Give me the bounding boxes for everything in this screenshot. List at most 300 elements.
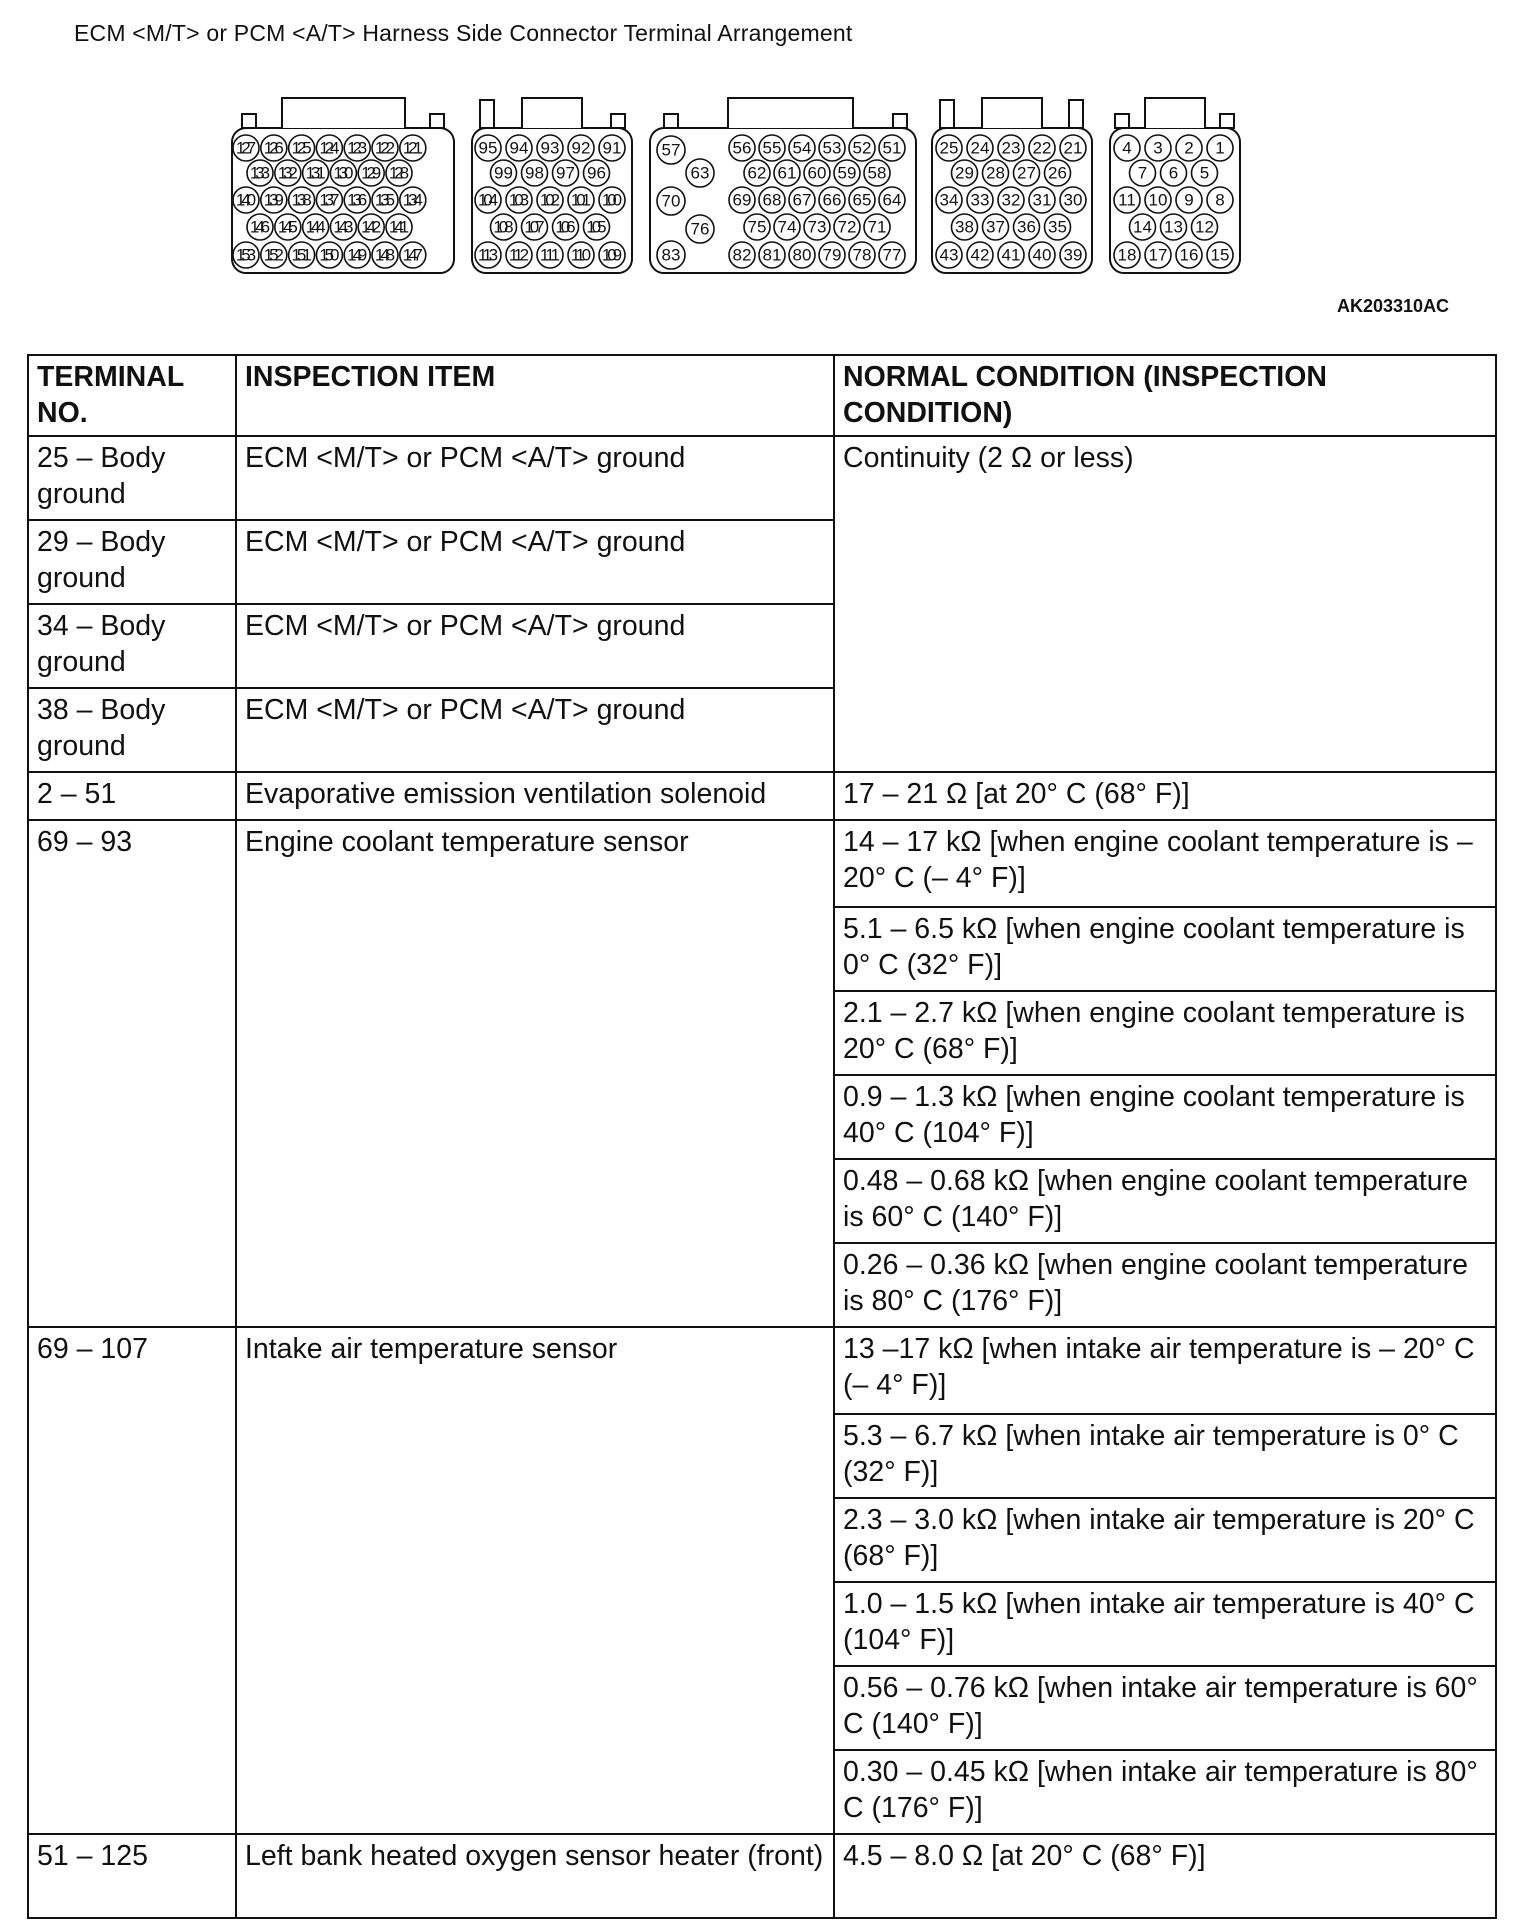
terminal-pin: [372, 242, 398, 268]
terminal-cell: 38 – Body ground: [28, 688, 236, 772]
terminal-pin-label: 149: [347, 245, 368, 265]
terminal-pin: [522, 160, 548, 186]
terminal-pin-label: 18: [1117, 245, 1137, 265]
terminal-pin-label: 153: [235, 245, 257, 265]
terminal-pin: [261, 187, 287, 213]
terminal-pin-label: 142: [361, 217, 382, 237]
terminal-pin-label: 73: [807, 217, 827, 237]
terminal-pin-label: 113: [477, 245, 499, 265]
terminal-pin-label: 26: [1048, 163, 1067, 183]
terminal-pin: [804, 214, 830, 240]
terminal-pin: [729, 135, 755, 161]
terminal-pin-label: 28: [986, 163, 1005, 183]
terminal-pin: [686, 215, 714, 243]
terminal-pin-label: 77: [882, 245, 902, 265]
terminal-pin-label: 25: [939, 138, 959, 158]
terminal-pin: [372, 187, 398, 213]
terminal-cell: 69 – 107: [28, 1327, 236, 1834]
terminal-pin-label: 75: [747, 217, 767, 237]
terminal-pin: [289, 135, 315, 161]
terminal-pin-label: 61: [777, 163, 797, 183]
terminal-pin-label: 70: [661, 191, 681, 211]
terminal-pin: [849, 135, 875, 161]
terminal-pin-label: 66: [822, 190, 842, 210]
terminal-pin: [553, 214, 579, 240]
figure-caption: ECM <M/T> or PCM <A/T> Harness Side Connector Terminal Arrangement: [74, 20, 853, 46]
terminal-pin: [584, 160, 610, 186]
condition-cell: 2.3 – 3.0 kΩ [when intake air temperature is 20° C (68° F)]: [834, 1498, 1496, 1582]
terminal-pin: [1130, 160, 1156, 186]
terminal-pin: [275, 160, 301, 186]
terminal-pin: [1029, 187, 1055, 213]
terminal-pin-label: 151: [291, 245, 312, 265]
condition-cell: 0.9 – 1.3 kΩ [when engine coolant temperature is 40° C (104° F)]: [834, 1075, 1496, 1159]
terminal-pin-label: 3: [1153, 138, 1163, 158]
terminal-pin: [330, 160, 356, 186]
terminal-pin: [819, 135, 845, 161]
terminal-pin-label: 33: [970, 190, 990, 210]
terminal-pin: [998, 187, 1024, 213]
terminal-pin: [729, 242, 755, 268]
terminal-pin-label: 135: [374, 190, 396, 210]
terminal-pin-label: 129: [361, 163, 382, 183]
terminal-pin: [1161, 160, 1187, 186]
terminal-pin: [1145, 135, 1171, 161]
terminal-pin: [952, 160, 978, 186]
terminal-pin-label: 32: [1001, 190, 1021, 210]
terminal-pin-label: 55: [762, 138, 782, 158]
terminal-pin: [1029, 135, 1055, 161]
terminal-pin: [1192, 214, 1218, 240]
condition-cell: 1.0 – 1.5 kΩ [when intake air temperature is 40° C (104° F)]: [834, 1582, 1496, 1666]
terminal-cell: 51 – 125: [28, 1834, 236, 1918]
terminal-pin-label: 56: [732, 138, 752, 158]
terminal-pin-label: 94: [509, 138, 529, 158]
terminal-pin-label: 133: [249, 163, 271, 183]
terminal-pin-label: 137: [319, 190, 340, 210]
terminal-pin-label: 123: [347, 138, 368, 158]
terminal-pin: [289, 187, 315, 213]
terminal-pin: [967, 187, 993, 213]
table-row: [28, 436, 1496, 520]
terminal-pin-label: 63: [690, 163, 710, 183]
terminal-pin: [537, 242, 563, 268]
terminal-pin-label: 107: [524, 217, 545, 237]
terminal-pin: [967, 135, 993, 161]
terminal-pin-label: 132: [277, 163, 298, 183]
terminal-pin: [804, 160, 830, 186]
terminal-pin: [1207, 187, 1233, 213]
terminal-pin: [247, 214, 273, 240]
terminal-pin-label: 79: [822, 245, 842, 265]
terminal-pin: [261, 135, 287, 161]
terminal-pin: [537, 187, 563, 213]
terminal-pin: [834, 160, 860, 186]
terminal-pin-label: 78: [852, 245, 872, 265]
terminal-pin-label: 64: [882, 190, 902, 210]
terminal-pin-label: 51: [882, 138, 902, 158]
terminal-pin-label: 10: [1148, 190, 1168, 210]
terminal-pin-label: 145: [277, 217, 298, 237]
terminal-pin: [1176, 187, 1202, 213]
terminal-pin-label: 40: [1032, 245, 1052, 265]
terminal-pin: [599, 135, 625, 161]
terminal-pin-label: 152: [263, 245, 284, 265]
table-row: [28, 1327, 1496, 1414]
terminal-pin-label: 22: [1032, 138, 1052, 158]
terminal-pin: [983, 214, 1009, 240]
terminal-pin: [522, 214, 548, 240]
terminal-pin-label: 101: [570, 190, 592, 210]
terminal-pin: [289, 242, 315, 268]
terminal-pin-label: 104: [477, 190, 499, 210]
table-row: [28, 772, 1496, 820]
terminal-pin: [936, 135, 962, 161]
terminal-pin: [1060, 187, 1086, 213]
terminal-pin-label: 5: [1199, 163, 1210, 183]
condition-cell: 0.26 – 0.36 kΩ [when engine coolant temperature is 80° C (176° F)]: [834, 1243, 1496, 1327]
terminal-pin-label: 102: [539, 190, 561, 210]
terminal-pin-label: 62: [747, 163, 767, 183]
terminal-pin: [316, 242, 342, 268]
terminal-pin: [330, 214, 356, 240]
terminal-pin-label: 9: [1184, 190, 1194, 210]
terminal-pin-label: 109: [601, 245, 623, 265]
terminal-cell: 69 – 93: [28, 820, 236, 1327]
terminal-pin-label: 69: [732, 190, 752, 210]
inspection-item-cell: ECM <M/T> or PCM <A/T> ground: [236, 436, 834, 520]
terminal-pin: [819, 187, 845, 213]
terminal-pin: [475, 187, 501, 213]
terminal-pin: [475, 242, 501, 268]
terminal-pin: [879, 187, 905, 213]
terminal-pin-label: 105: [586, 217, 607, 237]
terminal-pin: [774, 214, 800, 240]
inspection-item-cell: Intake air temperature sensor: [236, 1327, 834, 1834]
terminal-pin: [657, 241, 685, 269]
terminal-pin-label: 92: [571, 138, 591, 158]
terminal-pin-label: 146: [249, 217, 271, 237]
table-header-row: [28, 355, 1496, 436]
terminal-pin-label: 53: [822, 138, 842, 158]
header-terminal: TERMINAL NO.: [28, 355, 236, 436]
terminal-pin-label: 65: [852, 190, 872, 210]
terminal-pin: [759, 242, 785, 268]
terminal-pin-label: 82: [732, 245, 752, 265]
terminal-pin: [568, 187, 594, 213]
terminal-pin: [1130, 214, 1156, 240]
terminal-pin: [599, 187, 625, 213]
terminal-pin-label: 59: [837, 163, 857, 183]
terminal-pin-label: 17: [1148, 245, 1168, 265]
terminal-pin: [1161, 214, 1187, 240]
terminal-pin-label: 60: [807, 163, 827, 183]
terminal-pin-label: 23: [1001, 138, 1021, 158]
terminal-pin: [879, 135, 905, 161]
terminal-pin-label: 34: [939, 190, 959, 210]
terminal-pin: [400, 242, 426, 268]
terminal-pin: [599, 242, 625, 268]
terminal-pin: [849, 242, 875, 268]
terminal-pin-label: 126: [263, 138, 284, 158]
terminal-pin-label: 11: [1118, 190, 1136, 210]
terminal-pin: [1060, 135, 1086, 161]
terminal-pin: [1145, 187, 1171, 213]
terminal-pin: [789, 187, 815, 213]
inspection-table: [27, 354, 1497, 1919]
terminal-pin-label: 43: [939, 245, 959, 265]
terminal-pin: [506, 135, 532, 161]
terminal-pin: [372, 135, 398, 161]
terminal-pin: [686, 159, 714, 187]
terminal-pin: [358, 214, 384, 240]
header-inspection-item: INSPECTION ITEM: [236, 355, 834, 436]
inspection-item-cell: Evaporative emission ventilation solenoid: [236, 772, 834, 820]
terminal-pin-label: 141: [388, 217, 410, 237]
terminal-pin-label: 138: [291, 190, 312, 210]
terminal-pin: [789, 135, 815, 161]
terminal-cell: 2 – 51: [28, 772, 236, 820]
condition-cell: Continuity (2 Ω or less): [834, 436, 1496, 772]
terminal-pin-label: 99: [494, 163, 513, 183]
terminal-pin: [983, 160, 1009, 186]
terminal-pin: [344, 135, 370, 161]
terminal-pin-label: 14: [1133, 217, 1152, 237]
terminal-pin-label: 148: [374, 245, 396, 265]
terminal-pin: [1114, 187, 1140, 213]
terminal-pin-label: 76: [690, 219, 710, 239]
terminal-pin-label: 106: [555, 217, 576, 237]
terminal-pin: [358, 160, 384, 186]
terminal-pin: [1192, 160, 1218, 186]
figure-id: AK203310AC: [1337, 296, 1450, 316]
terminal-pin: [864, 214, 890, 240]
terminal-pin: [584, 214, 610, 240]
terminal-pin-label: 98: [525, 163, 544, 183]
terminal-pin-label: 121: [402, 138, 423, 158]
terminal-pin-label: 96: [587, 163, 606, 183]
terminal-pin: [316, 187, 342, 213]
terminal-pin: [998, 135, 1024, 161]
terminal-pin: [1145, 242, 1171, 268]
terminal-pin-label: 110: [570, 245, 592, 265]
header-normal-condition: NORMAL CONDITION (INSPECTION CONDITION): [834, 355, 1496, 436]
terminal-pin-label: 16: [1179, 245, 1199, 265]
terminal-pin: [1045, 214, 1071, 240]
terminal-pin: [936, 187, 962, 213]
inspection-item-cell: Left bank heated oxygen sensor heater (front): [236, 1834, 834, 1918]
terminal-pin-label: 24: [970, 138, 990, 158]
terminal-pin-label: 97: [556, 163, 575, 183]
terminal-pin: [1029, 242, 1055, 268]
terminal-pin-label: 30: [1063, 190, 1083, 210]
terminal-pin: [233, 242, 259, 268]
inspection-item-cell: ECM <M/T> or PCM <A/T> ground: [236, 688, 834, 772]
terminal-pin: [316, 135, 342, 161]
terminal-pin-label: 54: [792, 138, 812, 158]
condition-cell: 5.3 – 6.7 kΩ [when intake air temperature is 0° C (32° F)]: [834, 1414, 1496, 1498]
terminal-pin: [1014, 214, 1040, 240]
terminal-pin: [744, 160, 770, 186]
terminal-pin-label: 108: [493, 217, 514, 237]
terminal-pin: [568, 135, 594, 161]
terminal-pin: [400, 135, 426, 161]
terminal-pin: [1045, 160, 1071, 186]
terminal-pin: [657, 136, 685, 164]
terminal-pin-label: 13: [1164, 217, 1183, 237]
inspection-item-cell: ECM <M/T> or PCM <A/T> ground: [236, 604, 834, 688]
terminal-pin-label: 27: [1017, 163, 1036, 183]
terminal-pin-label: 139: [263, 190, 284, 210]
terminal-pin: [879, 242, 905, 268]
terminal-pin-label: 8: [1215, 190, 1225, 210]
terminal-pin: [1114, 242, 1140, 268]
terminal-pin-label: 71: [867, 217, 887, 237]
terminal-pin: [303, 160, 329, 186]
terminal-pin-label: 122: [374, 138, 396, 158]
table-row: [28, 820, 1496, 907]
connector-diagram: [0, 0, 1520, 300]
terminal-pin-label: 144: [305, 217, 326, 237]
condition-cell: 0.30 – 0.45 kΩ [when intake air temperature is 80° C (176° F)]: [834, 1750, 1496, 1834]
terminal-pin: [233, 135, 259, 161]
terminal-pin: [1176, 135, 1202, 161]
terminal-pin-label: 80: [792, 245, 812, 265]
terminal-pin-label: 4: [1122, 138, 1132, 158]
terminal-pin: [936, 242, 962, 268]
terminal-pin-label: 95: [478, 138, 498, 158]
terminal-pin-label: 38: [955, 217, 974, 237]
terminal-pin: [400, 187, 426, 213]
condition-cell: 4.5 – 8.0 Ω [at 20° C (68° F)]: [834, 1834, 1496, 1918]
terminal-pin: [506, 242, 532, 268]
terminal-pin: [774, 160, 800, 186]
terminal-pin-label: 1: [1215, 138, 1225, 158]
terminal-pin: [1060, 242, 1086, 268]
terminal-pin-label: 130: [333, 163, 354, 183]
terminal-pin: [537, 135, 563, 161]
connector-pins: [233, 135, 1233, 269]
terminal-pin: [475, 135, 501, 161]
terminal-pin-label: 39: [1063, 245, 1083, 265]
terminal-pin: [233, 187, 259, 213]
terminal-pin-label: 72: [837, 217, 857, 237]
terminal-pin-label: 42: [970, 245, 990, 265]
terminal-pin-label: 68: [762, 190, 782, 210]
terminal-pin-label: 112: [508, 245, 530, 265]
terminal-pin: [1207, 135, 1233, 161]
terminal-pin: [998, 242, 1024, 268]
terminal-pin-label: 81: [762, 245, 782, 265]
terminal-pin: [568, 242, 594, 268]
terminal-pin: [1114, 135, 1140, 161]
terminal-pin-label: 35: [1048, 217, 1067, 237]
terminal-pin: [344, 187, 370, 213]
terminal-pin: [1207, 242, 1233, 268]
condition-cell: 13 –17 kΩ [when intake air temperature is – 20° C (– 4° F)]: [834, 1327, 1496, 1414]
terminal-pin: [759, 135, 785, 161]
terminal-pin-label: 136: [347, 190, 368, 210]
terminal-pin-label: 127: [235, 138, 257, 158]
terminal-cell: 29 – Body ground: [28, 520, 236, 604]
terminal-pin: [275, 214, 301, 240]
inspection-item-cell: ECM <M/T> or PCM <A/T> ground: [236, 520, 834, 604]
terminal-pin-label: 6: [1168, 163, 1179, 183]
inspection-item-cell: Engine coolant temperature sensor: [236, 820, 834, 1327]
terminal-pin-label: 36: [1017, 217, 1036, 237]
terminal-pin-label: 93: [540, 138, 560, 158]
terminal-pin-label: 7: [1137, 163, 1148, 183]
terminal-pin: [729, 187, 755, 213]
terminal-pin-label: 83: [661, 245, 681, 265]
terminal-pin-label: 147: [402, 245, 423, 265]
terminal-pin-label: 125: [291, 138, 312, 158]
terminal-pin-label: 128: [388, 163, 410, 183]
terminal-pin-label: 111: [539, 245, 561, 265]
terminal-pin: [789, 242, 815, 268]
terminal-pin: [506, 187, 532, 213]
terminal-pin-label: 74: [777, 217, 797, 237]
terminal-pin-label: 91: [602, 138, 622, 158]
terminal-pin-label: 41: [1001, 245, 1021, 265]
terminal-pin-label: 37: [986, 217, 1005, 237]
terminal-pin-label: 140: [235, 190, 257, 210]
terminal-pin-label: 150: [319, 245, 340, 265]
terminal-pin-label: 31: [1032, 190, 1052, 210]
terminal-pin-label: 57: [661, 140, 681, 160]
terminal-pin: [1176, 242, 1202, 268]
condition-cell: 0.48 – 0.68 kΩ [when engine coolant temperature is 60° C (140° F)]: [834, 1159, 1496, 1243]
terminal-pin: [952, 214, 978, 240]
terminal-pin: [491, 160, 517, 186]
terminal-pin: [744, 214, 770, 240]
terminal-pin: [386, 160, 412, 186]
terminal-pin-label: 15: [1210, 245, 1230, 265]
terminal-cell: 25 – Body ground: [28, 436, 236, 520]
condition-cell: 17 – 21 Ω [at 20° C (68° F)]: [834, 772, 1496, 820]
terminal-pin-label: 143: [333, 217, 354, 237]
terminal-pin-label: 103: [508, 190, 530, 210]
terminal-pin: [344, 242, 370, 268]
terminal-pin-label: 131: [305, 163, 326, 183]
table-row: [28, 1834, 1496, 1918]
condition-cell: 0.56 – 0.76 kΩ [when intake air temperature is 60° C (140° F)]: [834, 1666, 1496, 1750]
terminal-pin: [303, 214, 329, 240]
terminal-cell: 34 – Body ground: [28, 604, 236, 688]
terminal-pin-label: 2: [1184, 138, 1194, 158]
condition-cell: 14 – 17 kΩ [when engine coolant temperature is – 20° C (– 4° F)]: [834, 820, 1496, 907]
terminal-pin: [864, 160, 890, 186]
terminal-pin: [834, 214, 860, 240]
terminal-pin: [819, 242, 845, 268]
terminal-pin: [849, 187, 875, 213]
terminal-pin-label: 21: [1063, 138, 1083, 158]
terminal-pin-label: 52: [852, 138, 872, 158]
terminal-pin: [386, 214, 412, 240]
condition-cell: 2.1 – 2.7 kΩ [when engine coolant temperature is 20° C (68° F)]: [834, 991, 1496, 1075]
terminal-pin: [657, 187, 685, 215]
terminal-pin-label: 124: [319, 138, 340, 158]
terminal-pin: [553, 160, 579, 186]
terminal-pin: [247, 160, 273, 186]
condition-cell: 5.1 – 6.5 kΩ [when engine coolant temperature is 0° C (32° F)]: [834, 907, 1496, 991]
terminal-pin-label: 12: [1195, 217, 1214, 237]
terminal-pin-label: 67: [792, 190, 812, 210]
terminal-pin: [1014, 160, 1040, 186]
terminal-pin: [967, 242, 993, 268]
terminal-pin: [261, 242, 287, 268]
terminal-pin-label: 134: [402, 190, 423, 210]
